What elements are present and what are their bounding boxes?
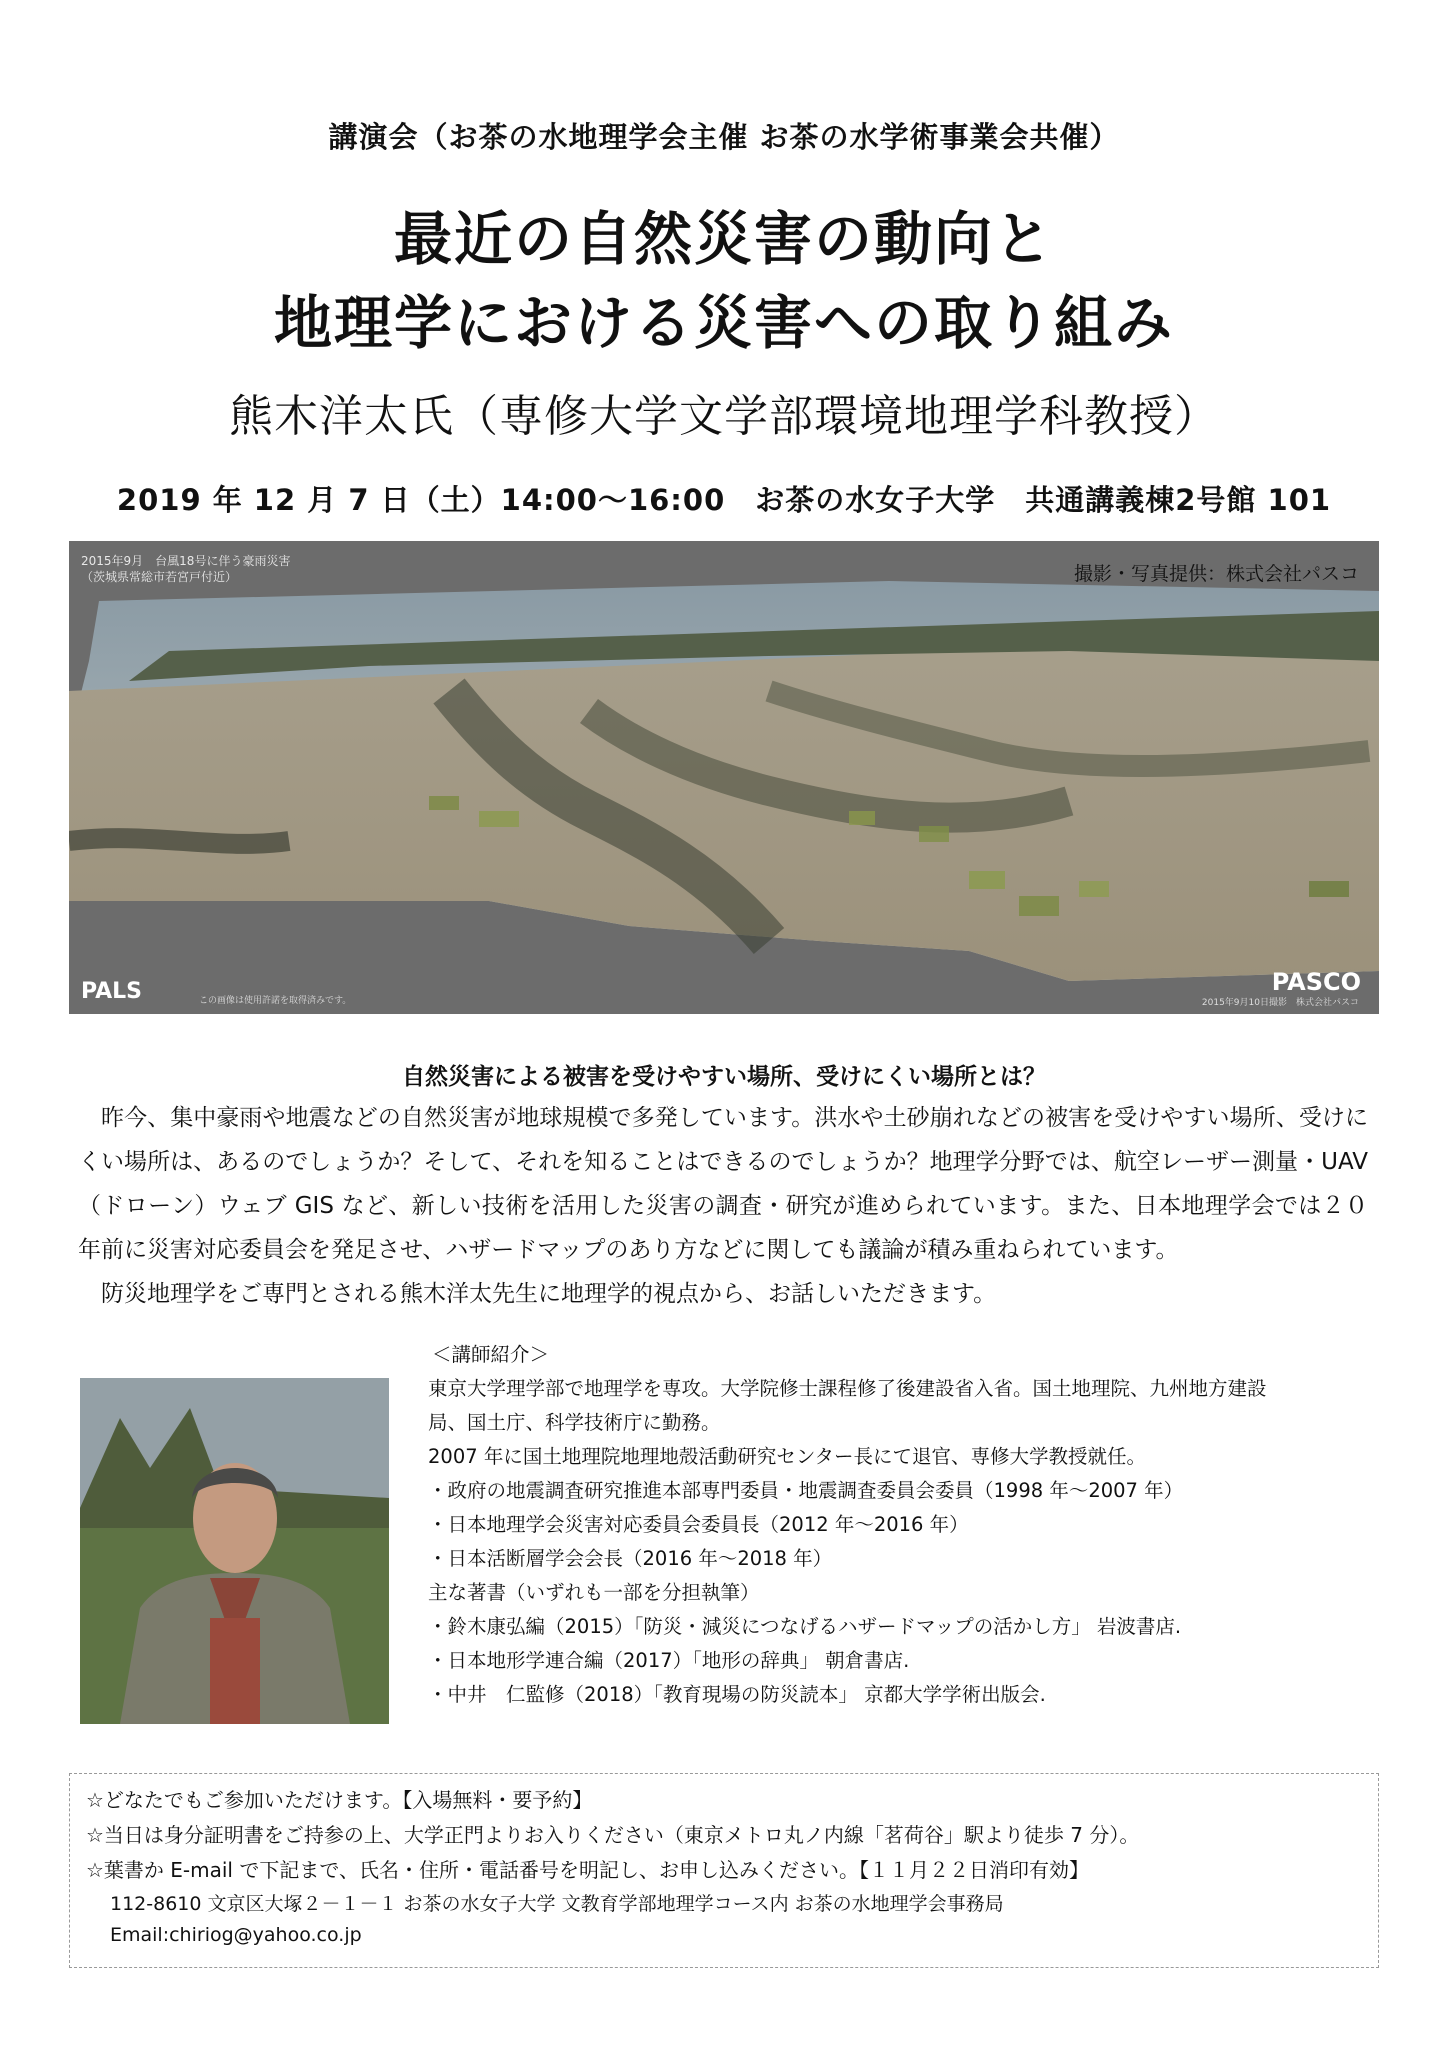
contact-address: 112-8610 文京区大塚２－１－１ お茶の水女子大学 文教育学部地理学コース内 お茶の水地理学会事務局 (110, 1893, 1004, 1915)
speaker-name: 熊木洋太氏（専修大学文学部環境地理学科教授） (229, 391, 1219, 442)
bio-line: 東京大学理学部で地理学を専攻。大学院修士課程修了後建設省入省。国土地理院、九州地方建設 (428, 1377, 1267, 1400)
info-line-3: ☆葉書か E-mail で下記まで、氏名・住所・電話番号を明記し、お申し込みください。【１１月２２日消印有効】 (86, 1858, 1089, 1882)
bio-line: 主な著書（いずれも一部を分担執筆） (428, 1581, 760, 1604)
flood-aerial-illustration (69, 541, 1379, 1014)
photo-footnote-right: 2015年9月10日撮影 株式会社パスコ (1201, 998, 1359, 1008)
info-line-2: ☆当日は身分証明書をご持参の上、大学正門よりお入りください（東京メトロ丸ノ内線「茗荷谷」駅より徒歩 7 分）。 (86, 1823, 1140, 1847)
event-organizer: 講演会（お茶の水地理学会主催 お茶の水学術事業会共催） (328, 120, 1120, 154)
registration-info-box (69, 1773, 1379, 1968)
speaker-portrait (80, 1378, 389, 1724)
pasco-logo: PASCO (1271, 968, 1361, 996)
bio-line: 局、国土庁、科学技術庁に勤務。 (428, 1411, 721, 1434)
photo-caption-line1: 2015年9月 台風18号に伴う豪雨災害 (81, 554, 291, 568)
intro-paragraph-2: 防災地理学をご専門とされる熊木洋太先生に地理学的視点から、お話しいただきます。 (101, 1281, 997, 1307)
photo-caption (81, 553, 290, 585)
speaker-portrait-illustration (80, 1378, 389, 1724)
contact-email[interactable]: Email:chiriog@yahoo.co.jp (110, 1924, 362, 1946)
intro-body (78, 1096, 1368, 1316)
bio-line: ・鈴木康弘編（2015）「防災・減災につなげるハザードマップの活かし方」 岩波書店. (428, 1615, 1182, 1638)
title-line-1: 最近の自然災害の動向と (393, 205, 1054, 273)
bio-line: ・政府の地震調査研究推進本部専門委員・地震調査委員会委員（1998 年～2007 年） (428, 1479, 1184, 1502)
pals-logo: PALS (81, 979, 142, 1004)
photo-credit: 撮影・写真提供：株式会社パスコ (1073, 563, 1359, 585)
photo-caption-line2: （茨城県常総市若宮戸付近） (81, 570, 238, 584)
photo-footnote-left: この画像は使用許諾を取得済みです。 (199, 996, 352, 1006)
event-datetime: 2019 年 12 月 7 日（土）14:00～16:00 お茶の水女子大学 共通講義棟2号館 101 (116, 483, 1332, 517)
bio-line: 2007 年に国土地理院地理地殻活動研究センター長にて退官、専修大学教授就任。 (428, 1445, 1147, 1468)
info-line-1: ☆どなたでもご参加いただけます。【入場無料・要予約】 (86, 1788, 593, 1812)
bio-line: ・中井 仁監修（2018）「教育現場の防災読本」 京都大学学術出版会. (428, 1683, 1046, 1706)
flood-aerial-photo (69, 541, 1379, 1014)
bio-line: ・日本地形学連合編（2017）「地形の辞典」 朝倉書店. (428, 1649, 910, 1672)
intro-heading: 自然災害による被害を受けやすい場所、受けにくい場所とは？ (402, 1064, 1046, 1090)
bio-line: ・日本活断層学会会長（2016 年～2018 年） (428, 1547, 833, 1570)
bio-heading: ＜講師紹介＞ (432, 1343, 550, 1366)
intro-paragraph-1: 昨今、集中豪雨や地震などの自然災害が地球規模で多発しています。洪水や土砂崩れなどの被害を受けやすい場所、受けにくい場所は、あるのでしょうか？そして、それを知ることはできるのでしょうか？地理学分野では、航空レーザー測量・UAV（ドローン）ウェブ GIS など、新しい技術を活用した災害の調査・研究が進められています。また、日本地理学会では２０年前に災害対応委員会を発足させ、ハザードマップのあり方などに関しても議論が積み重ねられています。 (78, 1105, 1368, 1263)
title-line-2: 地理学における災害への取り組み (273, 289, 1174, 357)
speaker-bio (428, 1338, 1388, 1712)
bio-line: ・日本地理学会災害対応委員会委員長（2012 年～2016 年） (428, 1513, 969, 1536)
